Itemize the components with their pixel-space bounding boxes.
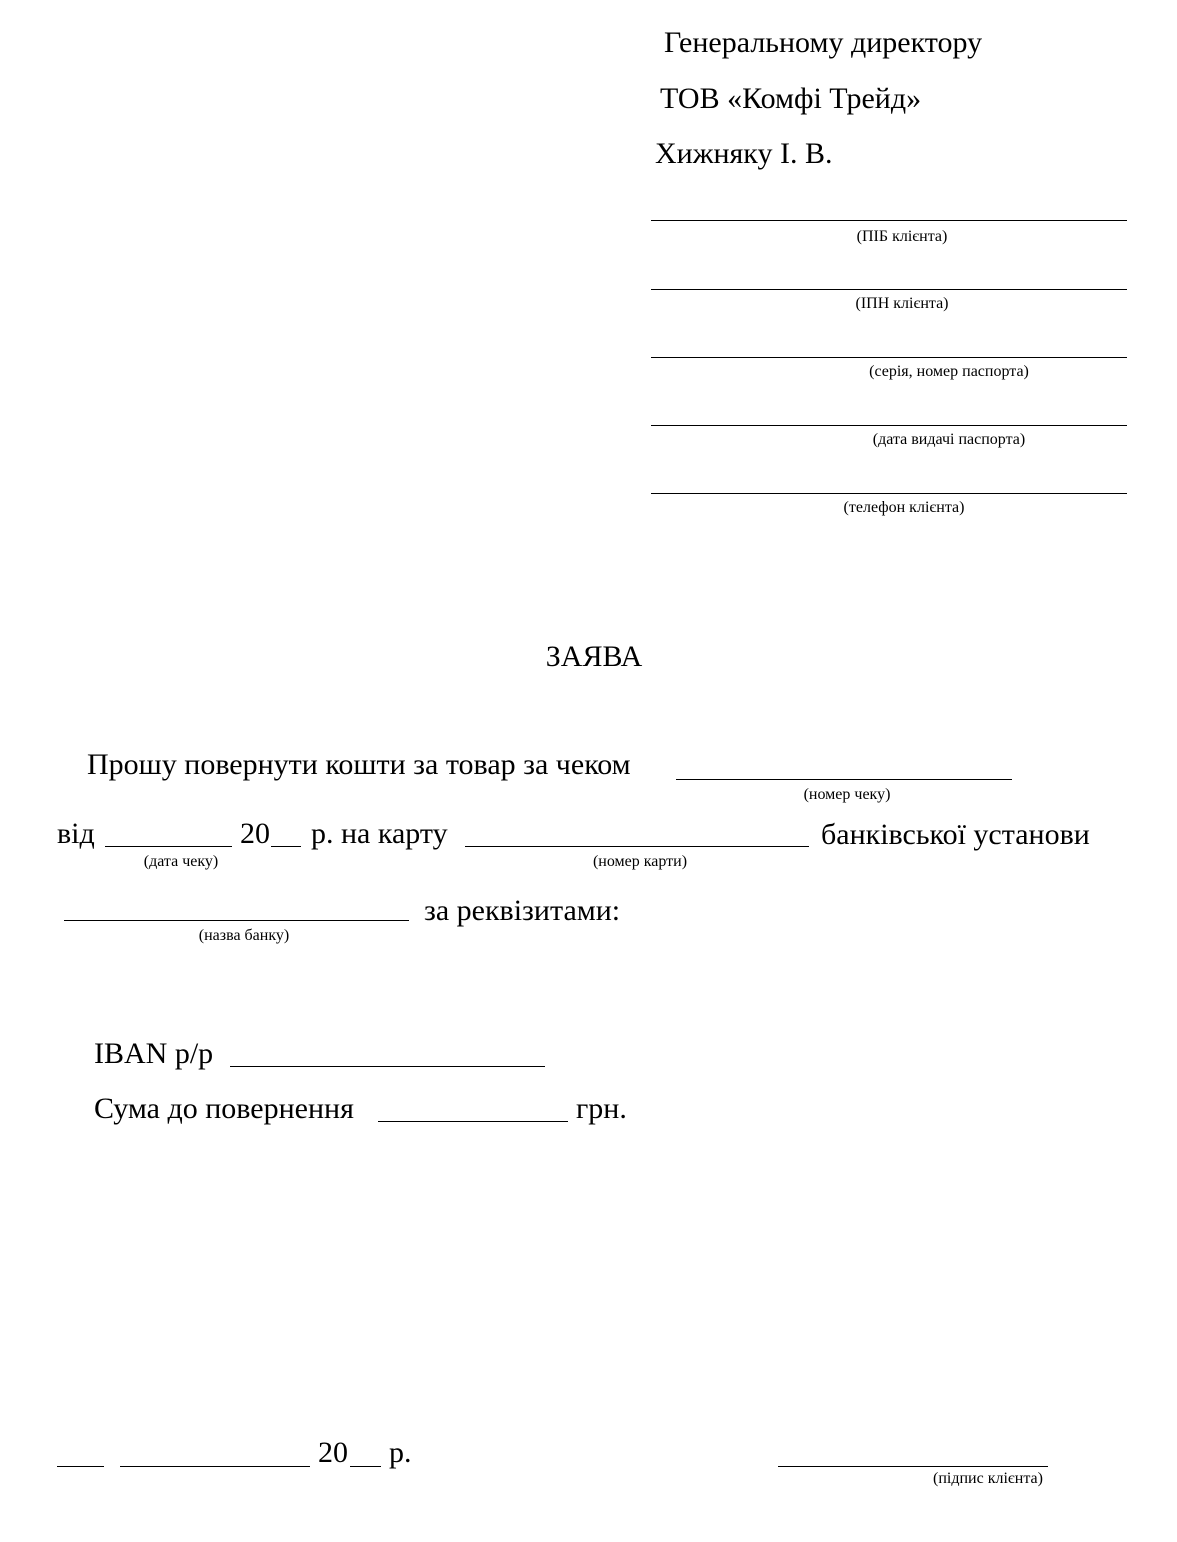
request-text: Прошу повернути кошти за товар за чеком (87, 748, 631, 781)
signature-line[interactable] (778, 1466, 1048, 1467)
year-suffix-line[interactable] (271, 846, 301, 847)
day-line[interactable] (57, 1466, 104, 1467)
bank-name-caption: (назва банку) (198, 927, 290, 944)
client-name-caption: (ПІБ клієнта) (856, 228, 948, 245)
client-phone-line[interactable] (651, 493, 1127, 494)
passport-date-line[interactable] (651, 425, 1127, 426)
client-tax-id-caption: (ІПН клієнта) (855, 295, 949, 312)
footer-year-label: р. (389, 1436, 412, 1469)
from-label: від (57, 817, 95, 850)
receipt-number-caption: (номер чеку) (803, 786, 891, 803)
bank-name-line[interactable] (64, 920, 409, 921)
client-tax-id-line[interactable] (651, 289, 1127, 290)
footer-year-prefix: 20 (318, 1436, 348, 1469)
card-number-line[interactable] (465, 846, 809, 847)
requisites-text: за реквізитами: (424, 894, 621, 927)
passport-number-caption: (серія, номер паспорта) (869, 363, 1029, 380)
receipt-date-line[interactable] (105, 846, 232, 847)
footer-year-suffix-line[interactable] (350, 1466, 381, 1467)
client-phone-caption: (телефон клієнта) (843, 499, 965, 516)
addressee-line-3: Хижняку І. В. (655, 137, 833, 170)
addressee-line-2: ТОВ «Комфі Трейд» (660, 82, 922, 115)
passport-number-line[interactable] (651, 357, 1127, 358)
signature-caption: (підпис клієнта) (933, 1470, 1043, 1487)
sum-label: Сума до повернення (94, 1092, 354, 1125)
month-line[interactable] (120, 1466, 310, 1467)
sum-line[interactable] (378, 1121, 568, 1122)
client-name-line[interactable] (651, 220, 1127, 221)
passport-date-caption: (дата видачі паспорта) (872, 431, 1026, 448)
addressee-line-1: Генеральному директору (664, 26, 983, 59)
document-title: ЗАЯВА (545, 640, 643, 673)
year-prefix: 20 (240, 817, 270, 850)
card-number-caption: (номер карти) (592, 853, 688, 870)
card-text: р. на карту (311, 817, 448, 850)
receipt-date-caption: (дата чеку) (143, 853, 219, 870)
receipt-number-line[interactable] (676, 779, 1012, 780)
bank-institution-text: банківської установи (821, 818, 1090, 851)
sum-unit: грн. (576, 1092, 627, 1125)
iban-label: IBAN р/р (94, 1037, 214, 1070)
iban-line[interactable] (230, 1066, 545, 1067)
